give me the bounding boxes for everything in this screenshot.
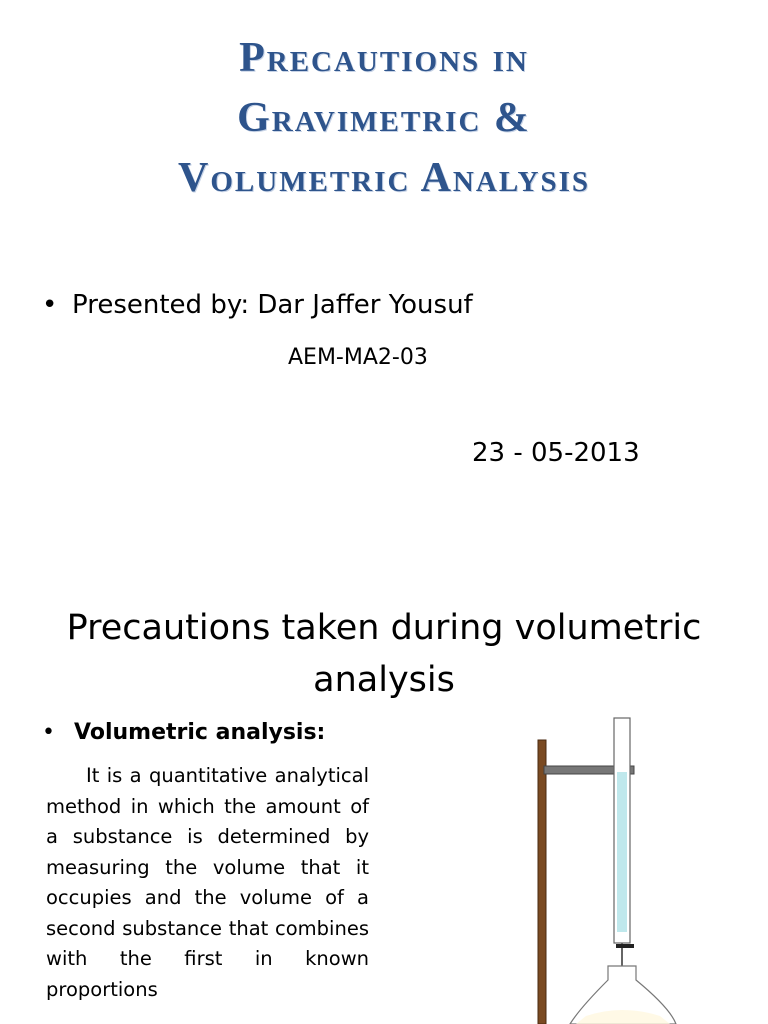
course-code: AEM-MA2-03 [288,345,428,370]
slide-title [0,28,768,208]
burette-stand-illustration [500,708,680,1024]
definition-paragraph [46,761,369,1005]
title-line: Volumetric Analysis [178,155,590,201]
subheading-text: Volumetric analysis: [74,720,326,745]
slide-title [40,602,728,706]
title-line: analysis [313,660,455,700]
title-line: Precautions taken during volumetric [66,608,702,648]
bullet-point: • [42,720,55,745]
bullet-point: • [42,290,58,320]
title-line: Gravimetric & [237,95,531,141]
paragraph-text: It is a quantitative analytical method in which the amount of a substance is determined by measuring the volume that it occupies and the volume of a second substance that combines with the first in known proportions [46,764,369,1001]
presenter-bullet [42,290,473,320]
title-line: Precautions in [239,35,529,81]
content-slide [0,578,768,1024]
subheading-bullet [42,720,325,745]
presentation-date: 23 - 05-2013 [472,438,640,468]
presenter-text: Presented by: Dar Jaffer Yousuf [72,290,473,320]
